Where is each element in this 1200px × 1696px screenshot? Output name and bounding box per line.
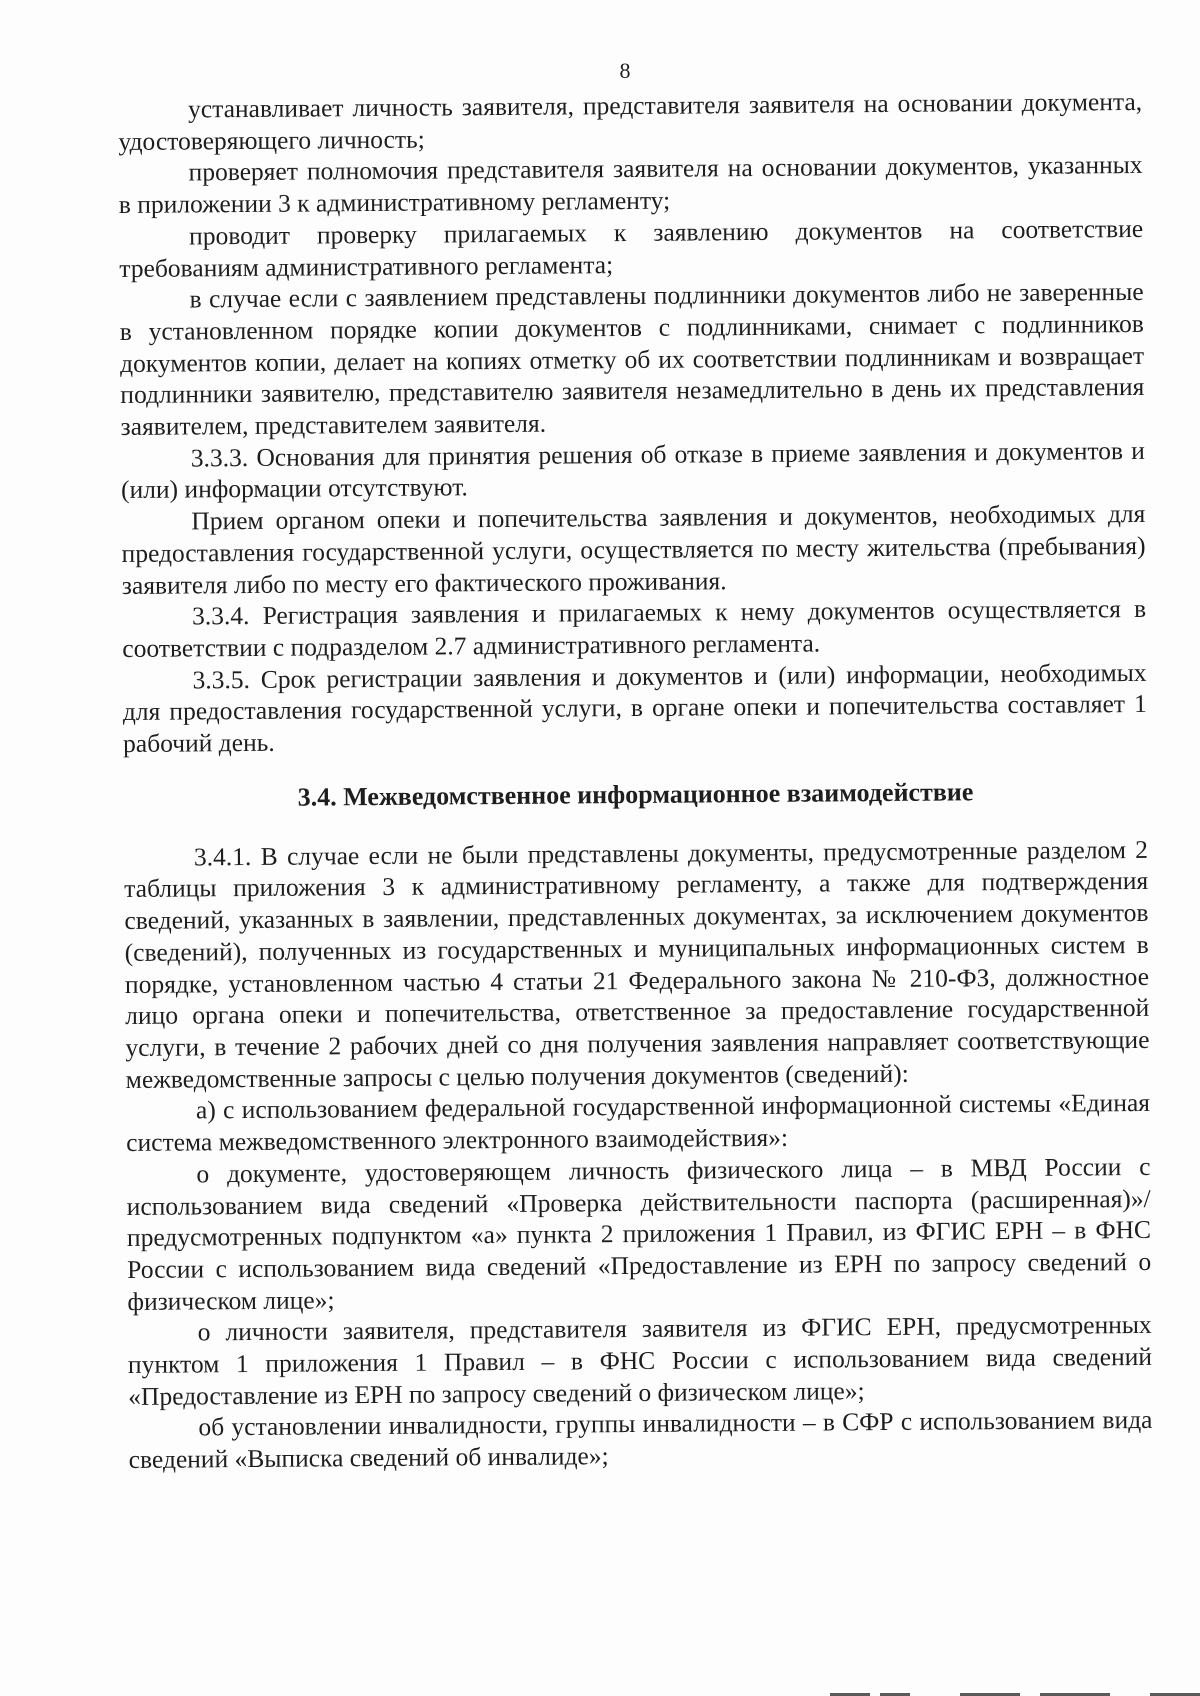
paragraph: 3.3.4. Регистрация заявления и прилагаемых к нему документов осуществляется в соответствии с подразделом 2.7 административного регламента.: [122, 594, 1147, 663]
paragraph: Прием органом опеки и попечительства заявления и документов, необходимых для предоставления государственной услуги, осуществляется по месту жительства (пребывания) заявителя либо по месту его фактического проживания.: [121, 499, 1146, 600]
paragraph: 3.3.3. Основания для принятия решения об отказе в приеме заявления и документов и (или) информации отсутствуют.: [120, 435, 1145, 505]
paragraph: 3.4.1. В случае если не были представлены документы, предусмотренные разделом 2 таблицы приложения 3 к административному регламенту, а также для подтверждения сведений, указанных в заявлении, представленных документах, за исключением документов (сведений), полученных из государственных и муниципальных информационных систем в порядке, установленном частью 4 статьи 21 Федерального закона № 210-ФЗ, должностное лицо органа опеки и попечительства, ответственное за предоставление государственной услуги, в течение 2 рабочих дней со дня получения заявления направляет соответствующие межведомственные запросы с целью получения документов (сведений):: [124, 834, 1150, 1094]
paragraph: проводит проверку прилагаемых к заявлению документов на соответствие требованиям административного регламента;: [119, 213, 1144, 283]
paragraph: об установлении инвалидности, группы инвалидности – в СФР с использованием вида сведений «Выписка сведений об инвалиде»;: [128, 1405, 1153, 1475]
paragraph: о документе, удостоверяющем личность физического лица – в МВД России с использованием вида сведений «Проверка действительности паспорта (расширенная)»/предусмотренных подпунктом «а» пункта 2 приложения 1 Правил, из ФГИС ЕРН – в ФНС России с использованием вида сведений «Предоставление из ЕРН по запросу сведений о физическом лице»;: [126, 1151, 1152, 1316]
paragraph: проверяет полномочия представителя заявителя на основании документов, указанных в приложении 3 к административному регламенту;: [118, 150, 1143, 220]
page-number: 8: [619, 58, 631, 83]
section-heading: 3.4. Межведомственное информационное взаимодействие: [297, 777, 974, 812]
paragraph: а) с использованием федеральной государственной информационной системы «Единая система межведомственного электронного взаимодействия»:: [126, 1088, 1151, 1158]
document-body: [118, 86, 1153, 1476]
paragraph: 3.3.5. Срок регистрации заявления и документов и (или) информации, необходимых для предоставления государственной услуги, в органе опеки и попечительства составляет 1 рабочий день.: [122, 657, 1147, 759]
paragraph: устанавливает личность заявителя, представителя заявителя на основании документа, удостоверяющего личность;: [118, 86, 1143, 156]
paragraph: в случае если с заявлением представлены подлинники документов либо не заверенные в установленном порядке копии документов с подлинниками, снимает с подлинников документов копии, делает на копиях отметку об их соответствии подлинникам и возвращает подлинники заявителю, представителю заявителя незамедлительно в день их представления заявителем, представителем заявителя.: [119, 277, 1145, 442]
paragraph: о личности заявителя, представителя заявителя из ФГИС ЕРН, предусмотренных пунктом 1 приложения 1 Правил – в ФНС России с использованием вида сведений «Предоставление из ЕРН по запросу сведений о физическом лице»;: [127, 1310, 1153, 1411]
